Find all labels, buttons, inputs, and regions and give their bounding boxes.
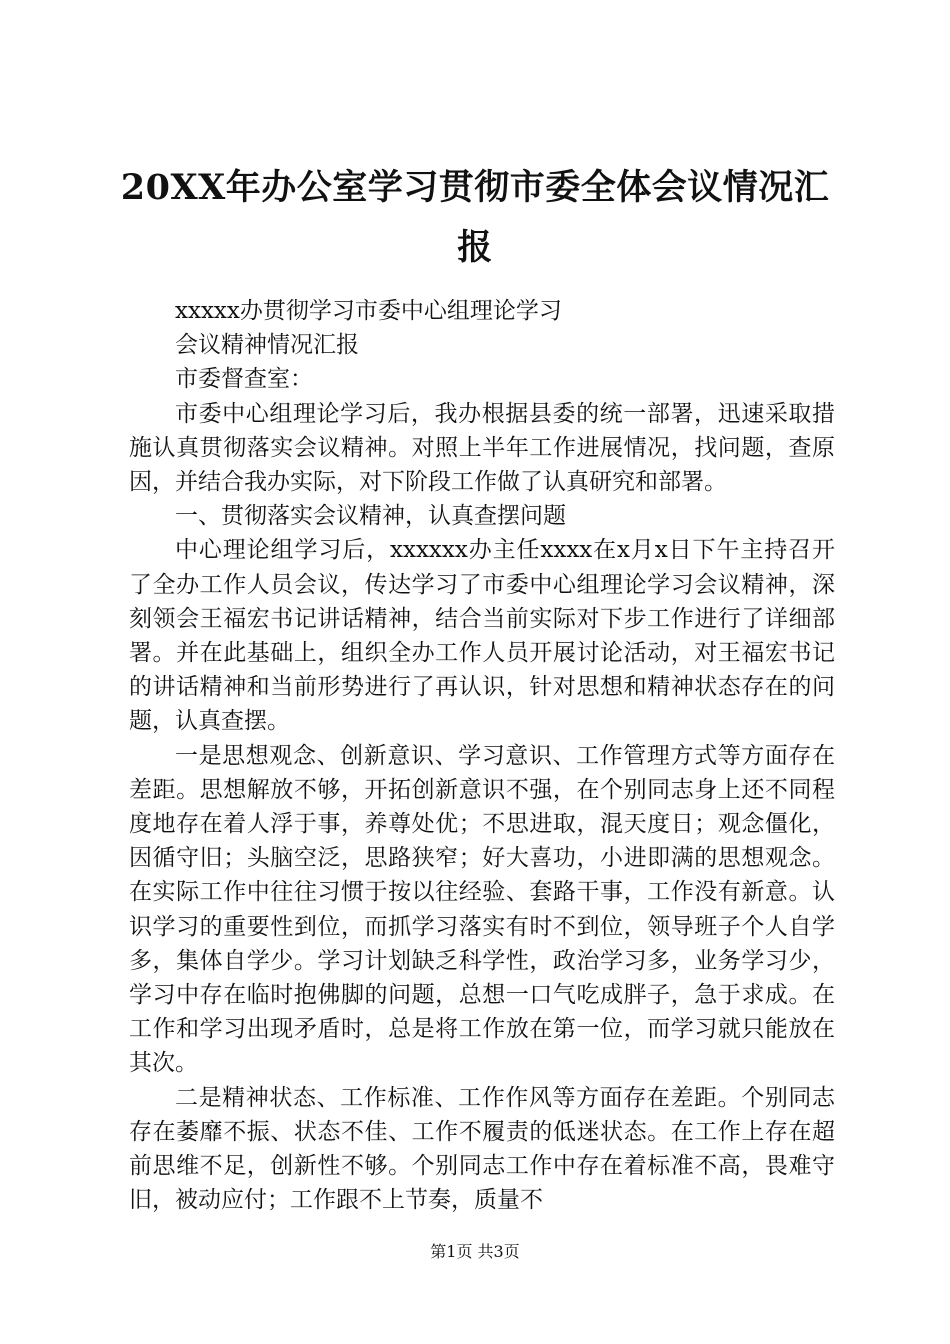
paragraph: 会议精神情况汇报 xyxy=(175,332,359,359)
document-body xyxy=(129,294,835,1217)
paragraph: xxxxx办贯彻学习市委中心组理论学习 xyxy=(175,298,562,324)
paragraph: 中心理论组学习后，xxxxxx办主任xxxx在x月x日下午主持召开了全办工作人员会议，传达学习了市委中心组理论学习会议精神，深刻领会王福宏书记讲话精神，结合当前实际对下步工作进行了详细部署。并在此基础上，组织全办工作人员开展讨论活动，对王福宏书记的讲话精神和当前形势进行了再认识，针对思想和精神状态存在的问题，认真查摆。 xyxy=(129,537,835,735)
paragraph: 市委督查室： xyxy=(175,366,313,393)
paragraph: 市委中心组理论学习后，我办根据县委的统一部署，迅速采取措施认真贯彻落实会议精神。对照上半年工作进展情况，找问题，查原因，并结合我办实际，对下阶段工作做了认真研究和部署。 xyxy=(129,400,835,496)
page-footer: 第1页 共3页 xyxy=(430,1242,520,1261)
paragraph: 一、贯彻落实会议精神，认真查摆问题 xyxy=(175,503,566,530)
paragraph: 一是思想观念、创新意识、学习意识、工作管理方式等方面存在差距。思想解放不够，开拓创新意识不强，在个别同志身上还不同程度地存在着人浮于事，养尊处优；不思进取，混天度日；观念僵化，因循守旧；头脑空泛，思路狭窄；好大喜功，小进即满的思想观念。在实际工作中往往习惯于按以往经验、套路干事，工作没有新意。认识学习的重要性到位，而抓学习落实有时不到位，领导班子个人自学多，集体自学少。学习计划缺乏科学性，政治学习多，业务学习少，学习中存在临时抱佛脚的问题，总想一口气吃成胖子，急于求成。在工作和学习出现矛盾时，总是将工作放在第一位，而学习就只能放在其次。 xyxy=(129,742,835,1077)
document-title: 20XX年办公室学习贯彻市委全体会议情况汇报 xyxy=(120,167,830,268)
paragraph: 二是精神状态、工作标准、工作作风等方面存在差距。个别同志存在萎靡不振、状态不佳、工作不履责的低迷状态。在工作上存在超前思维不足，创新性不够。个别同志工作中存在着标准不高，畏难守旧，被动应付；工作跟不上节奏，质量不 xyxy=(129,1084,835,1214)
